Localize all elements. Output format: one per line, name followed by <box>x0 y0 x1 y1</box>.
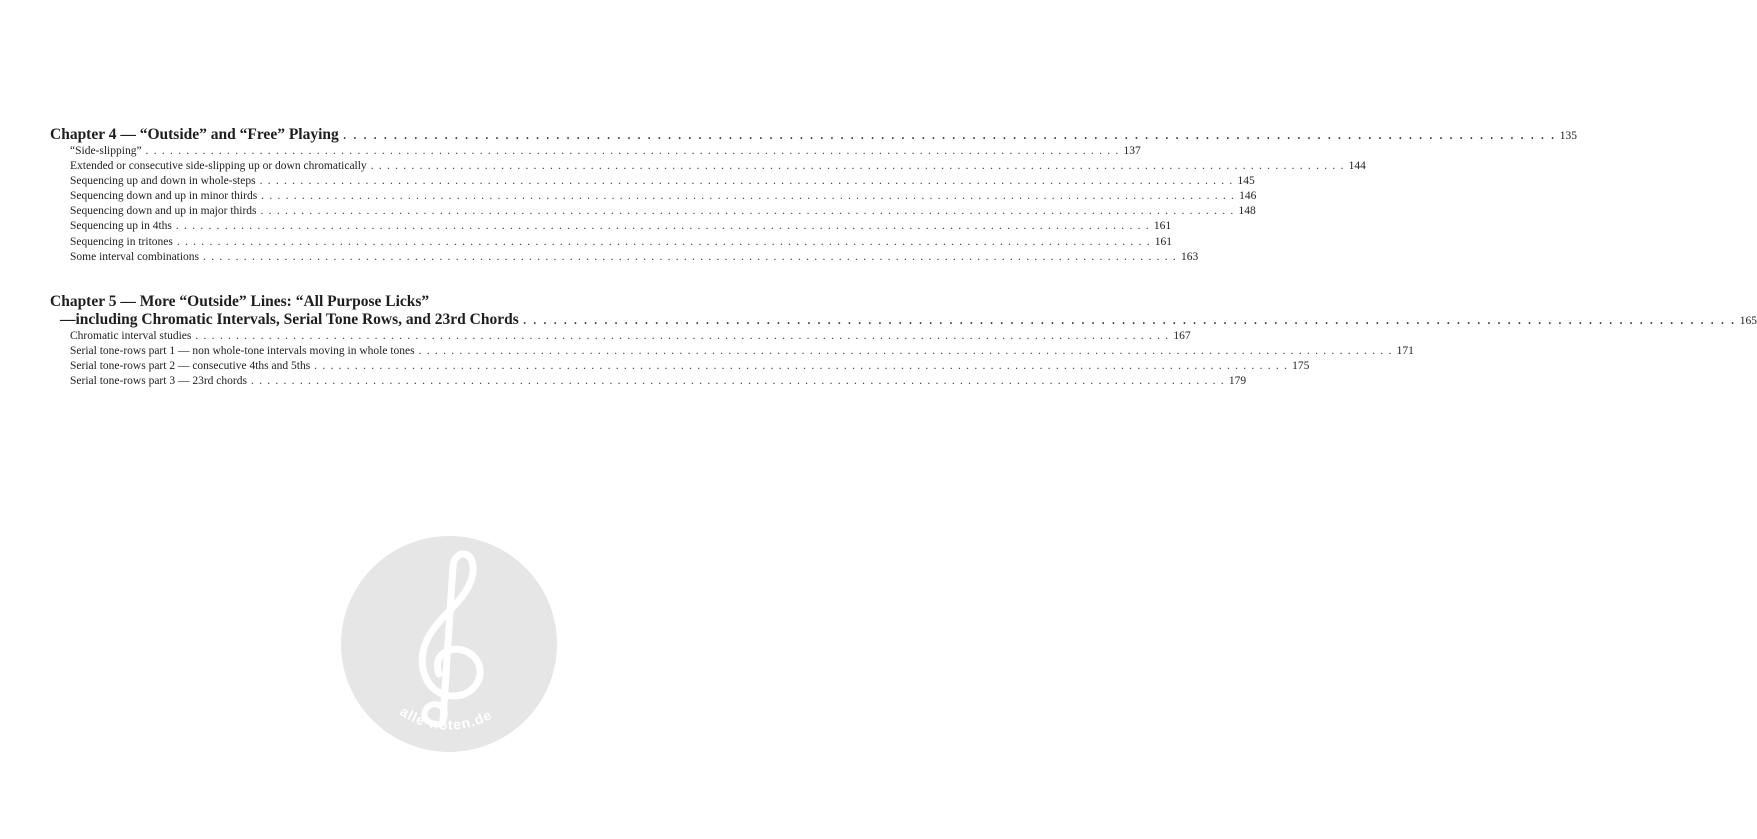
dot-leader: . . . . . . . . . . . . . . . . . . . . . . . . . . . . . . . . . . . . . . . . . . . . . . . . . . . . . . . . . . . . . . . . . . . . . . . . . . . . . . . . . . . . . . . . . . . . . . . . . . . . . . . . . . . . . . . . . . . . . . . . <box>370 160 1345 173</box>
dot-leader: . . . . . . . . . . . . . . . . . . . . . . . . . . . . . . . . . . . . . . . . . . . . . . . . . . . . . . . . . . . . . . . . . . . . . . . . . . . . . . . . . . . . . . . . . . . . . . . . . . . . . . . . . . . . . . . . . . . . . . . . <box>145 145 1120 157</box>
page-number: 161 <box>1154 235 1173 248</box>
toc-item-label: Sequencing down and up in minor thirds <box>70 190 258 203</box>
toc-item-label: Serial tone-rows part 1 — non whole-tone intervals moving in whole tones <box>70 345 415 358</box>
dot-leader: . . . . . . . . . . . . . . . . . . . . . . . . . . . . . . . . . . . . . . . . . . . . . . . . . . . . . . . . . . . . . . . . . . . . . . . . . . . . . . . . . . . . . . . . . . . . . . . . . . . . . . . . . . . . . . . . . . . . . . . . <box>314 360 1289 373</box>
dot-leader: . . . . . . . . . . . . . . . . . . . . . . . . . . . . . . . . . . . . . . . . . . . . . . . . . . . . . . . . . . . . . . . . . . . . . . . . . . . . . . . . . . . . . . . . . . . . . . . . . . . . . . . . . . . . . . . . . . . . . . . . <box>203 250 1177 263</box>
dot-leader: . . . . . . . . . . . . . . . . . . . . . . . . . . . . . . . . . . . . . . . . . . . . . . . . . . . . . . . . . . . . . . . . . . . . . . . . . . . . . . . . . . . . . . . . . . . . . . . . . . . . . . . . . . . . . . . . . . . . . . . . <box>175 220 1150 233</box>
toc-item[interactable] <box>50 144 1141 159</box>
page-number: 146 <box>1239 190 1257 203</box>
dot-leader: . . . . . . . . . . . . . . . . . . . . . . . . . . . . . . . . . . . . . . . . . . . . . . . . . . . . . . . . . . . . . . . . . . . . . . . . . . . . . . . . . . . . . . . . . . . . . . . . . . . . . . . . . . . . . . . . . . . . . . . . <box>522 311 1736 328</box>
chapter-subtitle: —including Chromatic Intervals, Serial Tone Rows, and 23rd Chords <box>60 311 519 328</box>
chapter-5-entry[interactable] <box>50 311 1757 329</box>
toc-item[interactable] <box>50 374 1247 389</box>
toc-item-label: Sequencing up in 4ths <box>70 220 172 233</box>
page-number: 137 <box>1123 145 1141 157</box>
toc-item[interactable] <box>50 219 1172 234</box>
toc-item-label: Serial tone-rows part 2 — consecutive 4ths and 5ths <box>70 360 311 373</box>
chapter-title: Chapter 4 — “Outside” and “Free” Playing <box>50 126 339 143</box>
toc-item-label: Serial tone-rows part 3 — 23rd chords <box>70 375 247 388</box>
toc-item-label: Some interval combinations <box>70 250 200 263</box>
toc-item-label: Chromatic interval studies <box>70 330 192 342</box>
page-number: 179 <box>1228 375 1247 388</box>
chapter-4-section <box>50 126 1577 265</box>
page-number: 165 <box>1739 315 1757 327</box>
toc-item-label: “Side-slipping” <box>70 145 142 157</box>
toc-item-label: Sequencing up and down in whole-steps <box>70 175 256 188</box>
page-number: 167 <box>1173 330 1191 342</box>
toc-item[interactable] <box>50 250 1199 265</box>
toc-item[interactable] <box>50 204 1256 219</box>
page-number: 144 <box>1348 160 1366 173</box>
page-number: 148 <box>1238 205 1256 218</box>
page-number: 163 <box>1180 250 1199 263</box>
toc-item-label: Sequencing down and up in major thirds <box>70 205 257 218</box>
toc-item[interactable] <box>50 189 1257 204</box>
toc-item[interactable] <box>50 159 1366 174</box>
dot-leader: . . . . . . . . . . . . . . . . . . . . . . . . . . . . . . . . . . . . . . . . . . . . . . . . . . . . . . . . . . . . . . . . . . . . . . . . . . . . . . . . . . . . . . . . . . . . . . . . . . . . . . . . . . . . . . . . . . . . . . . . <box>260 205 1235 218</box>
dot-leader: . . . . . . . . . . . . . . . . . . . . . . . . . . . . . . . . . . . . . . . . . . . . . . . . . . . . . . . . . . . . . . . . . . . . . . . . . . . . . . . . . . . . . . . . . . . . . . . . . . . . . . . . . . . . . . . . . . . . . . . . <box>261 190 1236 203</box>
page-number: 171 <box>1396 345 1414 358</box>
dot-leader: . . . . . . . . . . . . . . . . . . . . . . . . . . . . . . . . . . . . . . . . . . . . . . . . . . . . . . . . . . . . . . . . . . . . . . . . . . . . . . . . . . . . . . . . . . . . . . . . . . . . . . . . . . . . . . . . . . . . . . . . <box>195 330 1170 342</box>
toc-item[interactable] <box>50 329 1191 344</box>
toc-item[interactable] <box>50 344 1414 359</box>
toc-item-label: Sequencing in tritones <box>70 235 173 248</box>
dot-leader: . . . . . . . . . . . . . . . . . . . . . . . . . . . . . . . . . . . . . . . . . . . . . . . . . . . . . . . . . . . . . . . . . . . . . . . . . . . . . . . . . . . . . . . . . . . . . . . . . . . . . . . . . . . . . . . . . . . . . . . . <box>259 175 1234 188</box>
chapter-4-entry[interactable] <box>50 126 1577 144</box>
chapter-5-section <box>50 293 1757 389</box>
page-number: 145 <box>1237 175 1255 188</box>
chapter-title[interactable]: Chapter 5 — More “Outside” Lines: “All Purpose Licks” <box>50 293 430 310</box>
dot-leader: . . . . . . . . . . . . . . . . . . . . . . . . . . . . . . . . . . . . . . . . . . . . . . . . . . . . . . . . . . . . . . . . . . . . . . . . . . . . . . . . . . . . . . . . . . . . . . . . . . . . . . . . . . . . . . . . . . . . . . . . <box>342 126 1556 143</box>
toc-item[interactable] <box>50 359 1310 374</box>
page-number: 175 <box>1292 360 1310 373</box>
toc-item[interactable] <box>50 235 1173 250</box>
watermark-text-path: alle-noten.de <box>397 703 495 733</box>
dot-leader: . . . . . . . . . . . . . . . . . . . . . . . . . . . . . . . . . . . . . . . . . . . . . . . . . . . . . . . . . . . . . . . . . . . . . . . . . . . . . . . . . . . . . . . . . . . . . . . . . . . . . . . . . . . . . . . . . . . . . . . . <box>250 375 1225 388</box>
page-number: 135 <box>1559 130 1577 142</box>
page-number: 161 <box>1153 220 1172 233</box>
toc-item[interactable] <box>50 174 1255 189</box>
dot-leader: . . . . . . . . . . . . . . . . . . . . . . . . . . . . . . . . . . . . . . . . . . . . . . . . . . . . . . . . . . . . . . . . . . . . . . . . . . . . . . . . . . . . . . . . . . . . . . . . . . . . . . . . . . . . . . . . . . . . . . . . <box>418 345 1393 358</box>
watermark-logo <box>341 536 557 752</box>
toc-item-label: Extended or consecutive side-slipping up or down chromatically <box>70 160 367 173</box>
dot-leader: . . . . . . . . . . . . . . . . . . . . . . . . . . . . . . . . . . . . . . . . . . . . . . . . . . . . . . . . . . . . . . . . . . . . . . . . . . . . . . . . . . . . . . . . . . . . . . . . . . . . . . . . . . . . . . . . . . . . . . . . <box>176 235 1151 248</box>
